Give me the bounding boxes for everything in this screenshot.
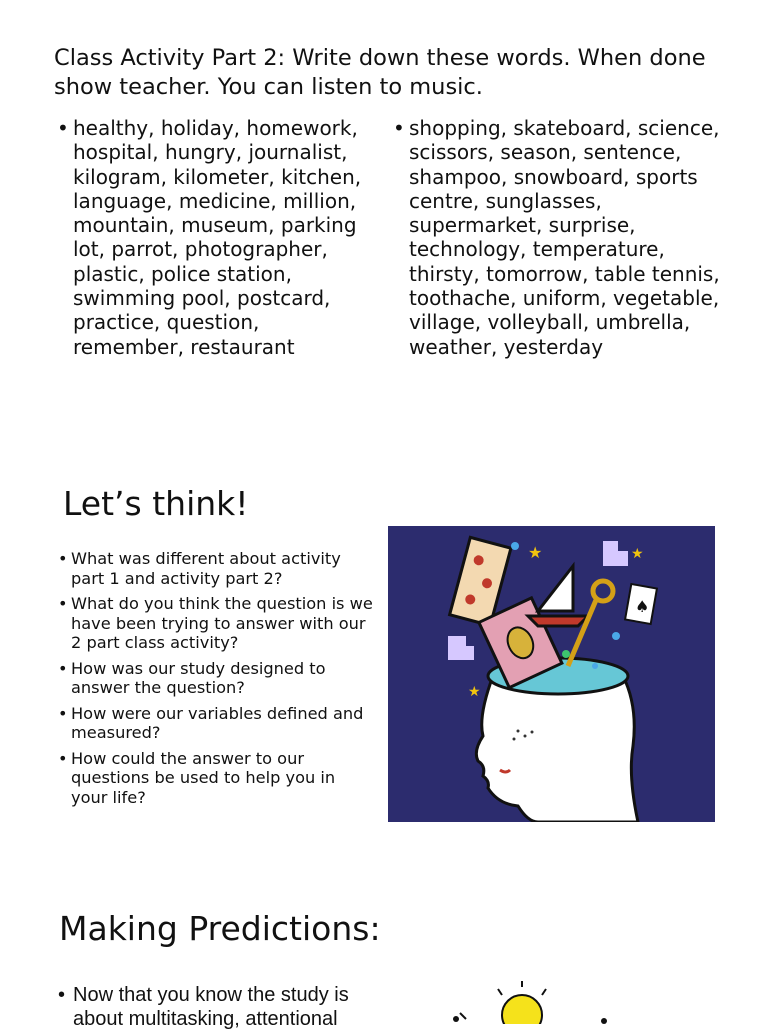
word-list-column-1 [57, 116, 373, 359]
list-item: • How could the answer to our questions be used to help you in your life? [58, 748, 336, 807]
bullet-marker: • [58, 984, 66, 1006]
question-text: What do you think the question is we have been trying to answer with our 2 part class activity? [71, 594, 373, 652]
list-item: • What was different about activity part 1 and activity part 2? [58, 549, 341, 588]
svg-text:★: ★ [468, 684, 481, 700]
bullet-marker: • [393, 116, 405, 140]
activity-heading: Class Activity Part 2: Write down these words. When done show teacher. You can listen to music. [54, 45, 706, 100]
question-list [58, 549, 376, 813]
lightbulb-icon [440, 975, 620, 1024]
question-text: How were our variables defined and measured? [71, 703, 364, 742]
head-icon [388, 526, 715, 822]
svg-text:★: ★ [631, 546, 644, 562]
list-item: • How were our variables defined and measured? [58, 703, 364, 742]
word-list-text: shopping, skateboard, science, scissors, season, sentence, shampoo, snowboard, sports centre, sunglasses, supermarket, surprise, technology, temperature, thirsty, tomorrow, table tennis, toothache, uniform, vegetable, village, volleyball, umbrella, weather, yesterday [409, 116, 720, 359]
predictions-paragraph: Now that you know the study is about multitasking, attentional [73, 984, 349, 1030]
svg-text:♠: ♠ [635, 597, 650, 616]
word-list-column-2 [393, 116, 729, 359]
bullet-marker: • [57, 116, 69, 140]
list-item: • What do you think the question is we have been trying to answer with our 2 part class activity? [58, 594, 373, 652]
question-text: How was our study designed to answer the question? [71, 658, 326, 697]
predictions-title: Making Predictions: [59, 909, 381, 948]
lightbulb-illustration [440, 975, 620, 1024]
question-text: What was different about activity part 1 and activity part 2? [71, 549, 341, 588]
svg-text:★: ★ [528, 543, 543, 562]
question-text: How could the answer to our questions be used to help you in your life? [71, 748, 336, 807]
thinking-head-illustration [388, 526, 715, 822]
think-title: Let’s think! [63, 484, 249, 523]
list-item: • How was our study designed to answer the question? [58, 658, 326, 697]
word-list-text: healthy, holiday, homework, hospital, hungry, journalist, kilogram, kilometer, kitchen, language, medicine, million, mountain, museum, parking lot, parrot, photographer, plastic, police station, swimming pool, postcard, practice, question, remember, restaurant [73, 116, 362, 359]
